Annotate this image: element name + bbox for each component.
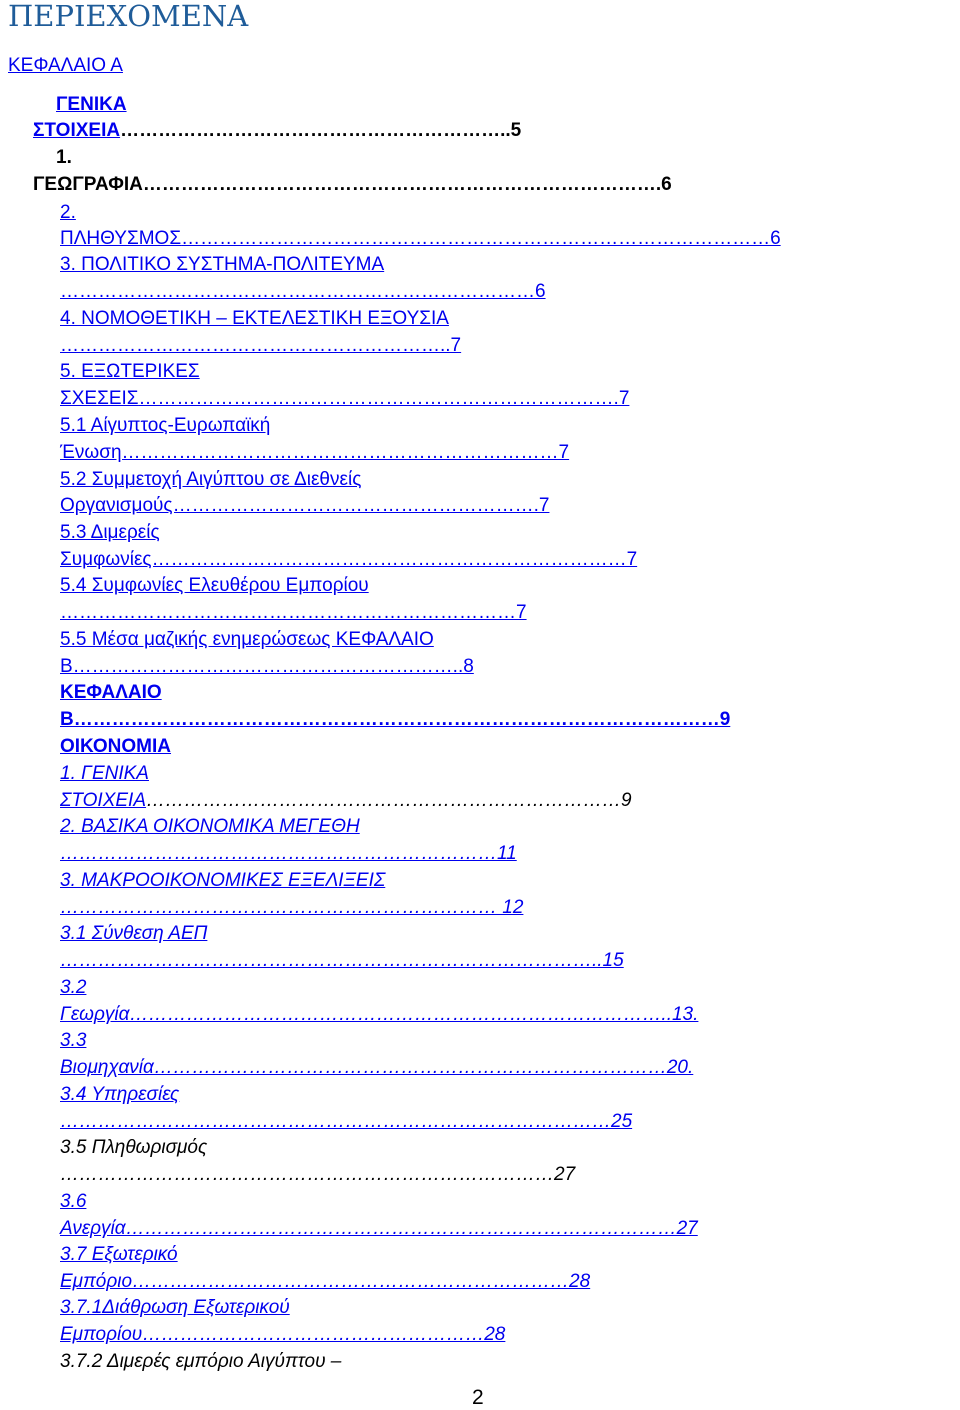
toc-entry (56, 146, 72, 170)
toc-entry (60, 842, 517, 866)
toc-entry (60, 201, 76, 225)
toc-entry-link[interactable]: 4. ΝΟΜΟΘΕΤΙΚΗ – ΕΚΤΕΛΕΣΤΙΚΗ ΕΞΟΥΣΙΑ (60, 308, 449, 329)
toc-entry-link[interactable]: Εμπορίου………………………………………………28 (60, 1324, 506, 1345)
toc-entry-link[interactable]: …………………………………………………………… 12 (60, 897, 524, 918)
toc-entry (60, 681, 162, 705)
toc-entry-link[interactable]: 5.1 Αίγυπτος-Ευρωπαϊκή (60, 415, 271, 436)
toc-entry (60, 762, 149, 786)
toc-entry-link[interactable]: ΟΙΚΟΝΟΜΙΑ (60, 736, 172, 757)
toc-entry-link[interactable]: 2. ΒΑΣΙΚΑ ΟΙΚΟΝΟΜΙΚΑ ΜΕΓΕΘΗ (60, 816, 360, 837)
toc-entry (60, 441, 569, 465)
toc-entry-link[interactable]: Γεωργία…………………………………………………………………………..13. (60, 1004, 699, 1025)
toc-entry (60, 869, 385, 893)
toc-entry (60, 360, 200, 384)
toc-entry (33, 173, 672, 197)
toc-entry-link[interactable]: 5.5 Μέσα μαζικής ενημερώσεως ΚΕΦΑΛΑΙΟ (60, 629, 434, 650)
toc-entry (60, 494, 549, 518)
toc-entry-link[interactable]: Εμπόριο……………………………………………………………28 (60, 1271, 591, 1292)
toc-entry-link[interactable]: ΓΕΝΙΚΑ (56, 94, 127, 115)
toc-entry (60, 307, 449, 331)
toc-entry (60, 976, 86, 1000)
toc-entry-link[interactable]: 3. ΠΟΛΙΤΙΚΟ ΣΥΣΤΗΜΑ-ΠΟΛΙΤΕΥΜΑ (60, 254, 385, 275)
toc-entry (60, 601, 527, 625)
toc-entry (60, 1350, 341, 1374)
toc-entry (60, 1243, 178, 1267)
chapter-a-link[interactable]: ΚΕΦΑΛΑΙΟ Α (8, 55, 123, 76)
toc-entry-text: 3.5 Πληθωρισμός (60, 1137, 208, 1158)
toc-entry (60, 1190, 86, 1214)
toc-entry (60, 628, 434, 652)
toc-entry (60, 1083, 179, 1107)
toc-entry-text: 1. (56, 147, 72, 168)
toc-entry (60, 1270, 590, 1294)
toc-entry (60, 922, 207, 946)
toc-entry (60, 1323, 505, 1347)
toc-entry-link[interactable]: ……………………………………………………………11 (60, 843, 517, 864)
toc-entry-link[interactable]: ΠΛΗΘΥΣΜΟΣ (60, 228, 182, 249)
toc-entry (60, 414, 270, 438)
toc-entry-link[interactable]: 3.4 Υπηρεσίες (60, 1084, 180, 1105)
toc-entry-text: ……………………………………………………..5 (120, 120, 522, 141)
toc-entry-link[interactable]: ……………………………………………………..7 (60, 335, 462, 356)
toc-entry (60, 1110, 632, 1134)
toc-entry-link[interactable]: 5.2 Συμμετοχή Αιγύπτου σε Διεθνείς (60, 469, 362, 490)
toc-entry-link[interactable]: ΣΤΟΙΧΕΙΑ (33, 120, 121, 141)
toc-entry (60, 708, 730, 732)
toc-entry (60, 1136, 207, 1160)
toc-entry-link[interactable]: 3.1 Σύνθεση ΑΕΠ (60, 923, 208, 944)
page-title: ΠΕΡΙΕΧΟΜΕΝΑ (8, 0, 249, 33)
toc-entry (60, 227, 781, 251)
toc-entry-link[interactable]: 3.7.1Διάθρωση Εξωτερικού (60, 1297, 290, 1318)
toc-entry (60, 521, 160, 545)
chapter-a-heading (8, 54, 123, 78)
toc-entry-text: 3.7.2 Διμερές εμπόριο Αιγύπτου – (60, 1351, 342, 1372)
toc-entry-link[interactable]: ………………………………………………………………….7 (138, 388, 630, 409)
toc-entry-text: ΓΕΩΓΡΑΦΙΑ……………………………………………………………………….6 (33, 174, 672, 195)
toc-entry-link[interactable]: Οργανισμούς………………………………………………….7 (60, 495, 550, 516)
toc-entry-link[interactable]: 5. ΕΞΩΤΕΡΙΚΕΣ (60, 361, 200, 382)
toc-entry-link[interactable]: ΣΤΟΙΧΕΙΑ (60, 790, 147, 811)
page-number: 2 (472, 1386, 484, 1409)
toc-entry-link[interactable]: 3. ΜΑΚΡΟΟΙΚΟΝΟΜΙΚΕΣ ΕΞΕΛΙΞΕΙΣ (60, 870, 386, 891)
toc-entry (60, 334, 461, 358)
toc-entry-text: …………………………………………………………………9 (146, 790, 632, 811)
toc-entry-link[interactable]: …………………………………………………………………………..15 (60, 950, 624, 971)
toc-entry (60, 655, 474, 679)
toc-entry-link[interactable]: 3.3 (60, 1030, 87, 1051)
toc-entry-link[interactable]: 1. ΓΕΝΙΚΑ (60, 763, 149, 784)
toc-entry-link[interactable]: 5.3 Διμερείς (60, 522, 160, 543)
toc-entry (56, 93, 127, 117)
toc-entry-link[interactable]: ΚΕΦΑΛΑΙΟ (60, 682, 162, 703)
toc-entry (60, 789, 632, 813)
toc-entry-link[interactable]: 5.4 Συμφωνίες Ελευθέρου Εμπορίου (60, 575, 369, 596)
toc-entry-link[interactable]: 3.2 (60, 977, 87, 998)
toc-entry (60, 1056, 693, 1080)
toc-entry-link[interactable]: 2. (60, 202, 76, 223)
toc-entry (60, 387, 629, 411)
toc-entry-link[interactable]: Β…………………………………………………………………………………………9 (60, 709, 731, 730)
toc-entry (60, 735, 171, 759)
toc-entry (60, 1163, 575, 1187)
toc-entry-text: ……………………………………………………………………27 (60, 1164, 576, 1185)
toc-entry (60, 949, 624, 973)
toc-entry (33, 119, 521, 143)
toc-entry-link[interactable]: ………………………………………………………………7 (60, 602, 527, 623)
toc-entry (60, 574, 369, 598)
toc-entry-link[interactable]: ΣΧΕΣΕΙΣ (60, 388, 139, 409)
toc-entry (60, 280, 546, 304)
toc-entry-link[interactable]: Ένωση……………………………………………………………7 (60, 442, 570, 463)
toc-entry-link[interactable]: 3.7 Εξωτερικό (60, 1244, 178, 1265)
toc-entry (60, 1217, 698, 1241)
toc-entry-link[interactable]: …………………………………………………………………………………6 (181, 228, 781, 249)
toc-entry (60, 1296, 290, 1320)
toc-entry-link[interactable]: Β……………………………………………………..8 (60, 656, 474, 677)
toc-entry (60, 548, 637, 572)
toc-entry-link[interactable]: ……………………………………………………………………………25 (60, 1111, 633, 1132)
toc-entry (60, 896, 523, 920)
toc-entry-link[interactable]: Βιομηχανία………………………………………………………………………20. (60, 1057, 694, 1078)
toc-entry (60, 1003, 698, 1027)
toc-entry-link[interactable]: Ανεργία……………………………………………………………………………27 (60, 1218, 698, 1239)
toc-entry (60, 815, 360, 839)
toc-entry-link[interactable]: 3.6 (60, 1191, 87, 1212)
toc-entry-link[interactable]: Συμφωνίες…………………………………………………………………7 (60, 549, 638, 570)
toc-entry (60, 1029, 86, 1053)
toc-entry (60, 468, 361, 492)
toc-entry-link[interactable]: …………………………………………………………………6 (60, 281, 546, 302)
toc-entry (60, 253, 384, 277)
